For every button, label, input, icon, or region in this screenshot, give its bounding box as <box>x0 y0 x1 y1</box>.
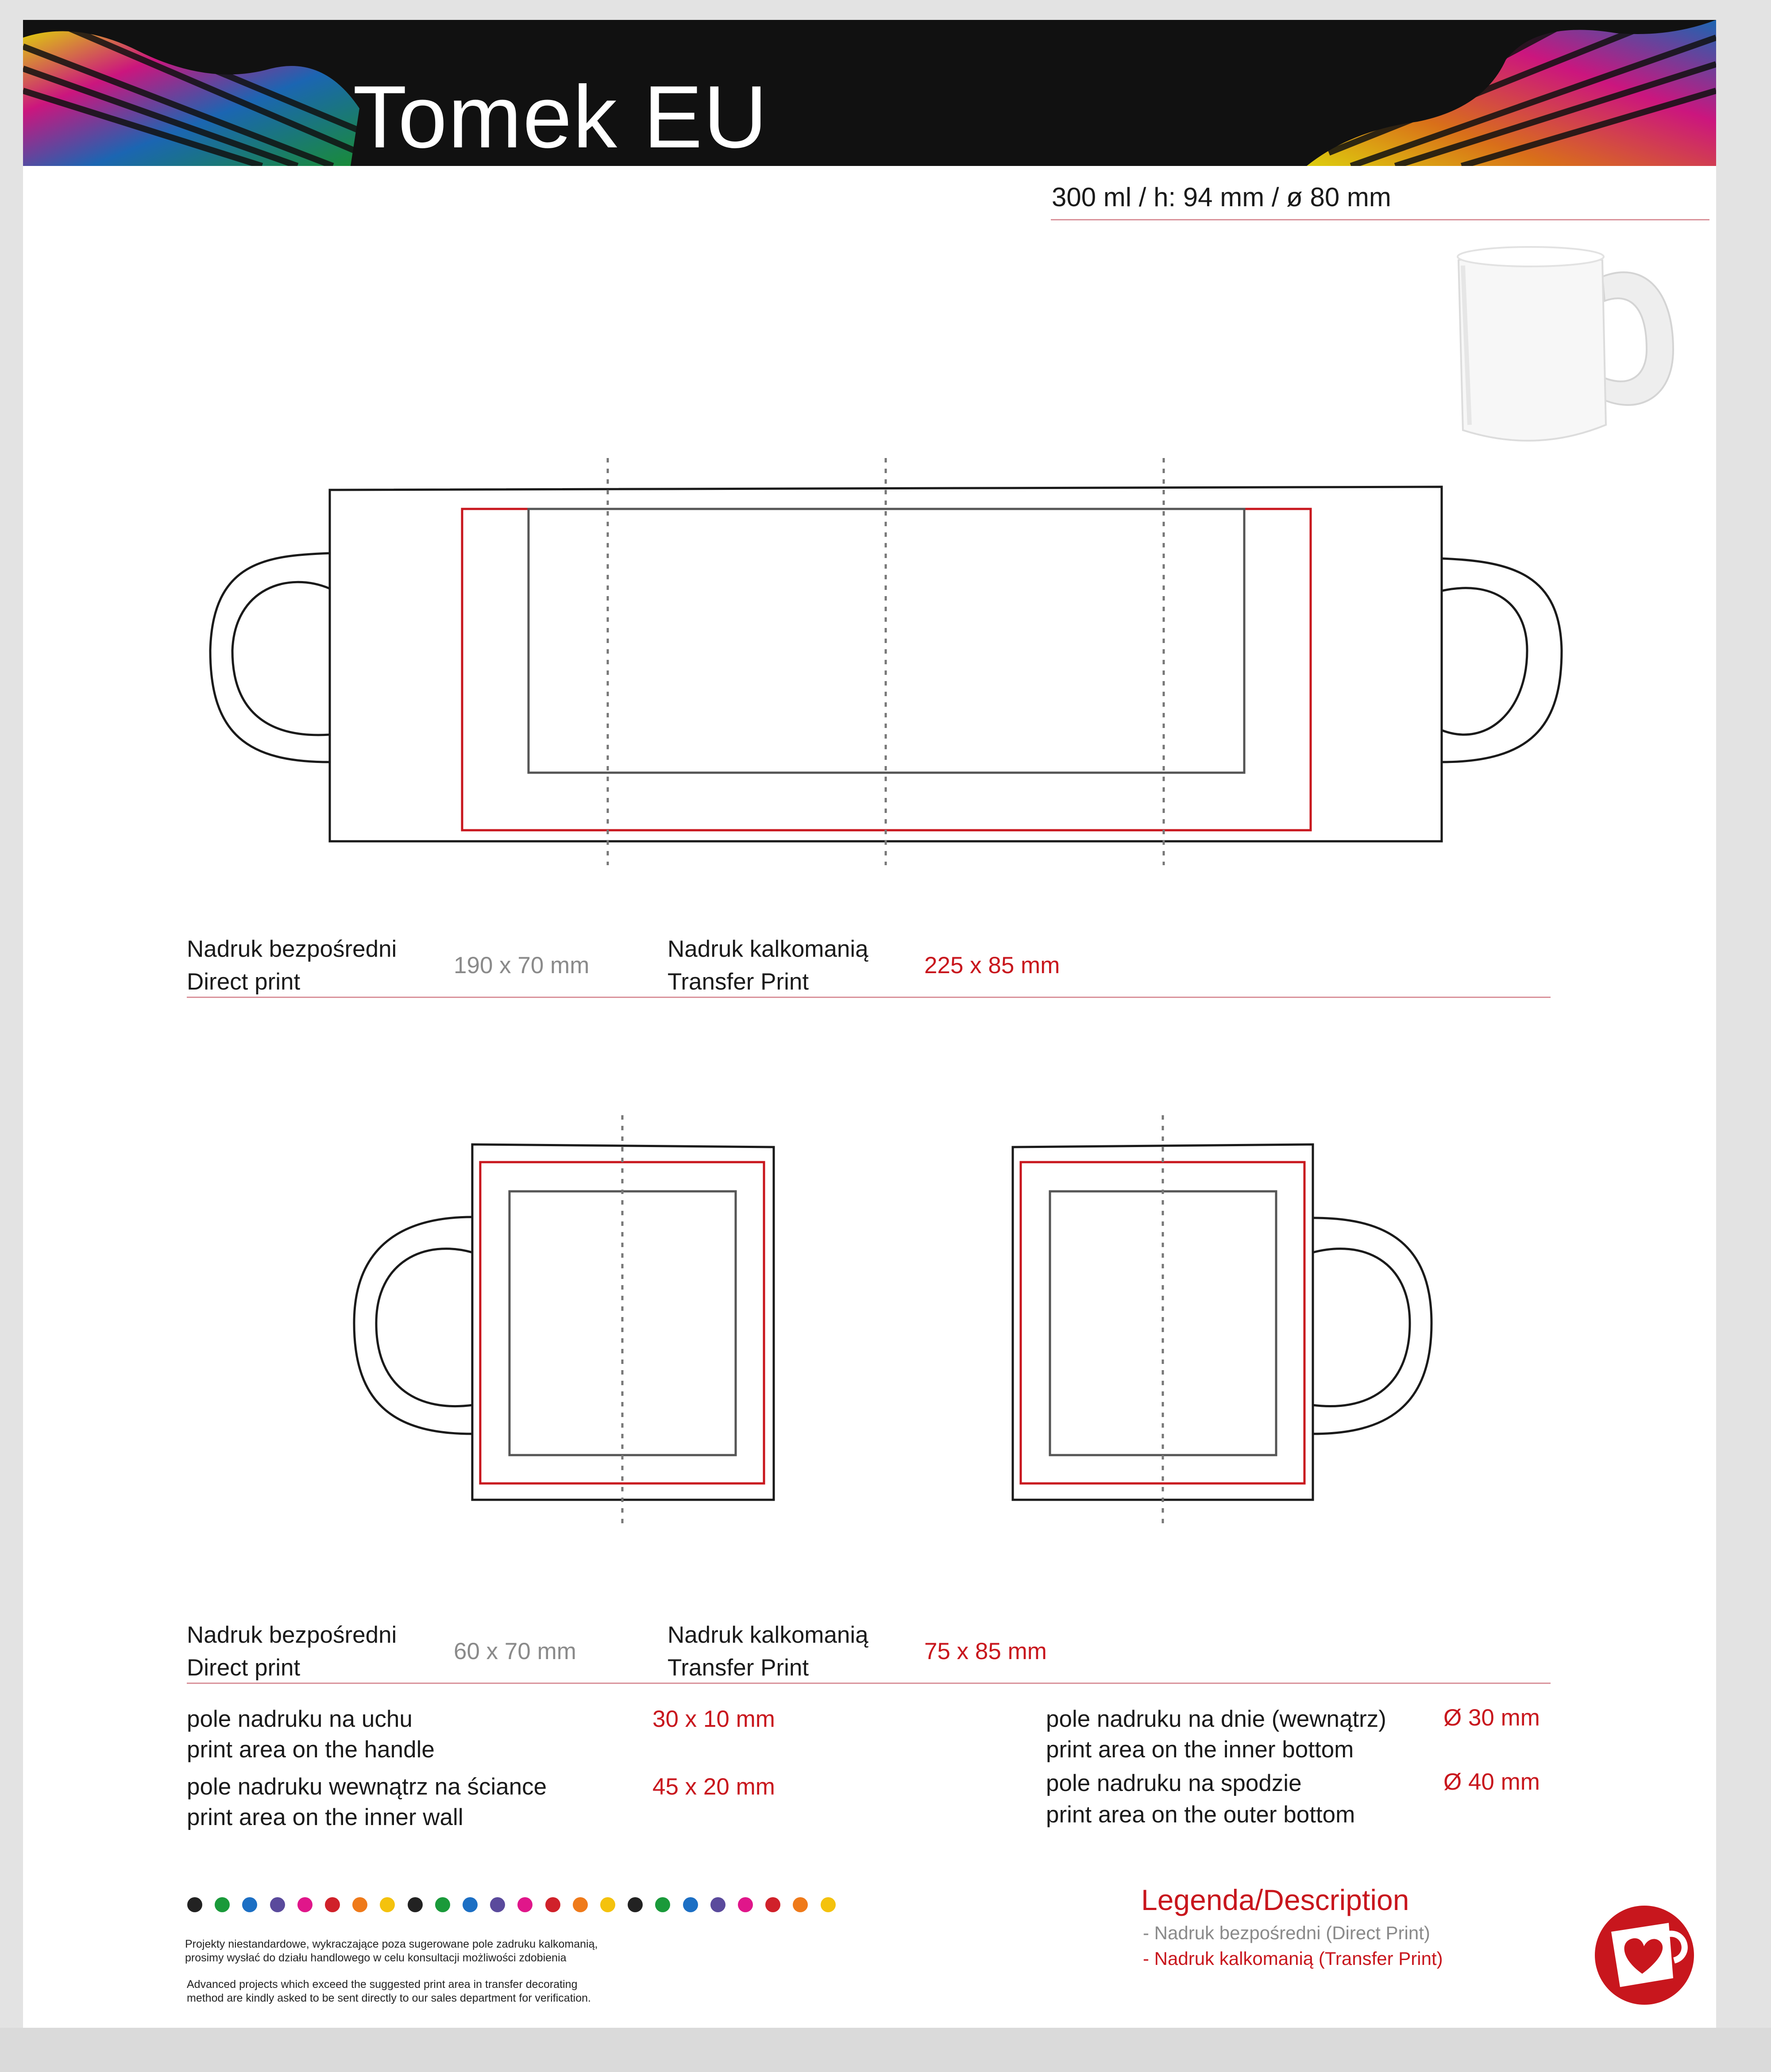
inner-wall-area-en: print area on the inner wall <box>187 1804 463 1830</box>
outer-bottom-area-en: print area on the outer bottom <box>1046 1802 1355 1828</box>
color-swatch <box>463 1897 478 1912</box>
direct-value: 60 x 70 mm <box>454 1638 576 1664</box>
page-title: Tomek EU <box>353 68 768 166</box>
inner-wall-area-pl: pole nadruku wewnątrz na ściance <box>187 1774 547 1800</box>
section2-divider <box>187 1683 1551 1684</box>
color-swatch <box>628 1897 643 1912</box>
inner-bottom-area-en: print area on the inner bottom <box>1046 1737 1354 1763</box>
inner-wall-area-value: 45 x 20 mm <box>652 1774 775 1800</box>
direct-label-pl: Nadruk bezpośredni <box>187 936 397 962</box>
right-side-drawing <box>1013 1115 1431 1527</box>
outer-bottom-area-pl: pole nadruku na spodzie <box>1046 1770 1302 1796</box>
inner-bottom-area-pl: pole nadruku na dnie (wewnątrz) <box>1046 1706 1386 1732</box>
color-swatch <box>821 1897 836 1912</box>
transfer-label-pl: Nadruk kalkomanią <box>668 1622 868 1648</box>
color-swatch <box>297 1897 313 1912</box>
outer-bottom-area-value: Ø 40 mm <box>1443 1769 1540 1795</box>
note-en-line2: method are kindly asked to be sent directly to our sales department for verification. <box>187 1992 591 2004</box>
handle-area-pl: pole nadruku na uchu <box>187 1706 413 1732</box>
color-swatch <box>215 1897 230 1912</box>
color-swatch <box>573 1897 588 1912</box>
direct-label-en: Direct print <box>187 969 301 995</box>
color-swatch <box>352 1897 367 1912</box>
color-swatch <box>187 1897 202 1912</box>
inner-bottom-area-value: Ø 30 mm <box>1443 1705 1540 1731</box>
color-swatch <box>600 1897 615 1912</box>
transfer-value: 225 x 85 mm <box>924 952 1060 978</box>
color-swatch <box>490 1897 505 1912</box>
color-swatch <box>683 1897 698 1912</box>
color-swatch <box>408 1897 423 1912</box>
handle-area-value: 30 x 10 mm <box>652 1706 775 1732</box>
color-swatch <box>710 1897 725 1912</box>
note-pl-line1: Projekty niestandardowe, wykraczające poza sugerowane pole zadruku kalkomanią, <box>185 1938 598 1950</box>
color-swatch <box>325 1897 340 1912</box>
wrap-drawing <box>210 458 1562 865</box>
direct-value: 190 x 70 mm <box>454 952 590 978</box>
color-swatch <box>738 1897 753 1912</box>
note-en-line1: Advanced projects which exceed the suggested print area in transfer decorating <box>187 1978 578 1991</box>
transfer-value: 75 x 85 mm <box>924 1638 1047 1664</box>
transfer-label-en: Transfer Print <box>668 969 809 995</box>
handle-area-en: print area on the handle <box>187 1737 435 1763</box>
capacity-spec: 300 ml / h: 94 mm / ø 80 mm <box>1052 182 1391 212</box>
transfer-label-pl: Nadruk kalkomanią <box>668 936 868 962</box>
color-swatch <box>435 1897 450 1912</box>
legend-title: Legenda/Description <box>1141 1883 1409 1916</box>
color-swatch <box>545 1897 560 1912</box>
mug-heart-logo <box>1595 1906 1694 2005</box>
color-swatch <box>270 1897 285 1912</box>
color-swatch <box>765 1897 780 1912</box>
legend-direct: - Nadruk bezpośredni (Direct Print) <box>1143 1922 1430 1943</box>
section1-divider <box>187 997 1551 998</box>
direct-label-pl: Nadruk bezpośredni <box>187 1622 397 1648</box>
note-pl-line2: prosimy wysłać do działu handlowego w celu konsultacji możliwości zdobienia <box>185 1952 567 1964</box>
left-side-drawing <box>354 1115 774 1527</box>
transfer-label-en: Transfer Print <box>668 1655 809 1681</box>
direct-label-en: Direct print <box>187 1655 301 1681</box>
legend-transfer: - Nadruk kalkomanią (Transfer Print) <box>1143 1948 1443 1969</box>
mug-photo <box>1458 247 1673 441</box>
